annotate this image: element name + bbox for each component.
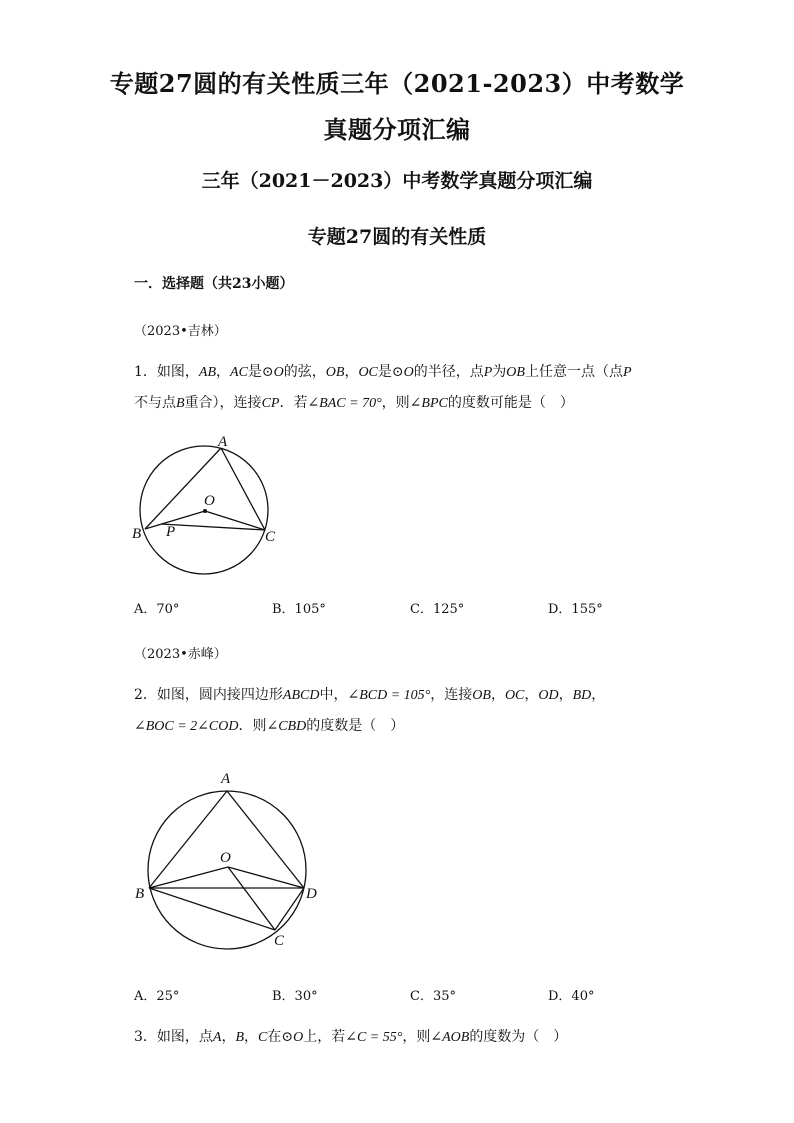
- math-expression: B: [176, 396, 185, 411]
- math-expression: BD: [572, 688, 592, 703]
- math-expression: ⊙O: [281, 1030, 304, 1045]
- title-line-2: 真题分项汇编: [323, 115, 471, 144]
- q2-line-2: [134, 711, 664, 742]
- q1-option-a[interactable]: A．70°: [134, 602, 180, 617]
- math-expression: OB: [506, 365, 525, 380]
- q1-label-a: A: [218, 434, 228, 450]
- q2-label-a: A: [221, 771, 231, 787]
- text-run: 重合），连接: [184, 395, 262, 411]
- q1-line-2: [134, 388, 664, 419]
- math-expression: ⊙O: [261, 365, 284, 380]
- q2-side-bc: [149, 888, 275, 930]
- math-expression: ∠BPC: [409, 396, 448, 411]
- text-run: ，: [490, 687, 505, 703]
- q2-text: [134, 680, 664, 742]
- q1-center-dot: [203, 509, 207, 513]
- text-run: 的弦，: [283, 364, 326, 380]
- math-expression: ⊙O: [391, 365, 414, 380]
- text-run: 的度数为（ ）: [469, 1029, 568, 1045]
- math-expression: P: [483, 365, 493, 380]
- text-run: 上任意一点（点: [524, 364, 623, 380]
- math-expression: ∠AOB: [430, 1030, 470, 1045]
- q1-source: （2023•吉林）: [134, 324, 227, 339]
- q2-line-1: [134, 680, 664, 711]
- math-expression: ∠CBD: [266, 719, 307, 734]
- q2-label-c: C: [274, 933, 285, 949]
- q1-label-o: O: [204, 493, 215, 509]
- math-expression: P: [622, 365, 632, 380]
- math-expression: AC: [230, 365, 248, 380]
- math-expression: B: [235, 1030, 245, 1045]
- q1-label-p: P: [166, 524, 176, 540]
- q2-option-c[interactable]: C．35°: [410, 989, 456, 1004]
- q2-side-ab: [149, 791, 227, 888]
- math-expression: ∠BOC = 2∠COD: [134, 719, 239, 734]
- q2-label-o: O: [220, 850, 231, 866]
- topic-heading: 专题27圆的有关性质: [307, 226, 487, 248]
- q2-option-b[interactable]: B．30°: [272, 989, 318, 1004]
- math-expression: OD: [538, 688, 559, 703]
- q2-side-cd: [275, 888, 304, 930]
- q1-text: [134, 357, 664, 419]
- q2-option-a[interactable]: A．25°: [134, 989, 180, 1004]
- q2-radius-oc: [228, 867, 275, 930]
- text-run: ，则: [381, 395, 410, 411]
- text-run: 的度数是（ ）: [306, 718, 405, 734]
- text-run: 是: [377, 364, 392, 380]
- text-run: 不与点: [134, 395, 176, 411]
- math-expression: AB: [198, 365, 217, 380]
- text-run: 2．如图，圆内接四边形: [134, 687, 283, 703]
- math-expression: CP: [261, 396, 280, 411]
- q3-line-1: [134, 1022, 664, 1053]
- q2-label-b: B: [135, 886, 145, 902]
- text-run: 的度数可能是（ ）: [447, 395, 574, 411]
- text-run: ，: [524, 687, 539, 703]
- q2-label-d: D: [306, 886, 317, 902]
- math-expression: ∠C = 55°: [345, 1030, 403, 1045]
- q2-radius-ob: [149, 867, 228, 888]
- math-expression: OC: [504, 688, 525, 703]
- q1-chord-ab: [145, 448, 221, 529]
- q2-option-d[interactable]: D．40°: [548, 989, 595, 1004]
- q2-side-ad: [227, 791, 304, 888]
- text-run: 为: [492, 364, 507, 380]
- text-run: ．则: [238, 718, 267, 734]
- q1-option-b[interactable]: B．105°: [272, 602, 326, 617]
- math-expression: OB: [325, 365, 345, 380]
- math-expression: OB: [472, 688, 491, 703]
- q1-option-d[interactable]: D．155°: [548, 602, 603, 617]
- math-expression: OC: [358, 365, 378, 380]
- document-title: [100, 62, 694, 152]
- text-run: 在: [267, 1029, 282, 1045]
- text-run: ，: [244, 1029, 259, 1045]
- text-run: 3．如图，点: [134, 1029, 213, 1045]
- text-run: ，: [216, 364, 231, 380]
- q2-source: （2023•赤峰）: [134, 647, 227, 662]
- text-run: ，: [344, 364, 359, 380]
- text-run: ，: [591, 687, 606, 703]
- text-run: ，连接: [430, 687, 473, 703]
- q1-label-c: C: [265, 529, 276, 545]
- text-run: ，则: [402, 1029, 431, 1045]
- text-run: ．若: [279, 395, 308, 411]
- text-run: 是: [247, 364, 262, 380]
- text-run: 1．如图，: [134, 364, 199, 380]
- section-heading: 一．选择题（共23小题）: [134, 276, 294, 292]
- text-run: ，: [558, 687, 573, 703]
- q1-circle-figure: [126, 428, 286, 588]
- math-expression: ∠BAC = 70°: [307, 396, 382, 411]
- text-run: ，: [221, 1029, 236, 1045]
- math-expression: ∠BCD = 105°: [347, 688, 431, 703]
- text-run: 上，若: [303, 1029, 346, 1045]
- subtitle: 三年（2021－2023）中考数学真题分项汇编: [201, 170, 593, 192]
- q2-circle: [148, 791, 306, 949]
- text-run: 中，: [319, 687, 348, 703]
- q1-label-b: B: [132, 526, 142, 542]
- math-expression: C: [258, 1030, 268, 1045]
- math-expression: A: [212, 1030, 222, 1045]
- text-run: 的半径，点: [413, 364, 484, 380]
- q3-text: [134, 1022, 664, 1053]
- math-expression: ABCD: [282, 688, 320, 703]
- q1-option-c[interactable]: C．125°: [410, 602, 465, 617]
- q2-radius-od: [228, 867, 304, 888]
- q1-line-1: [134, 357, 664, 388]
- q2-circle-figure: [128, 764, 328, 954]
- title-line-1: 专题27圆的有关性质三年（2021-2023）中考数学: [109, 69, 685, 98]
